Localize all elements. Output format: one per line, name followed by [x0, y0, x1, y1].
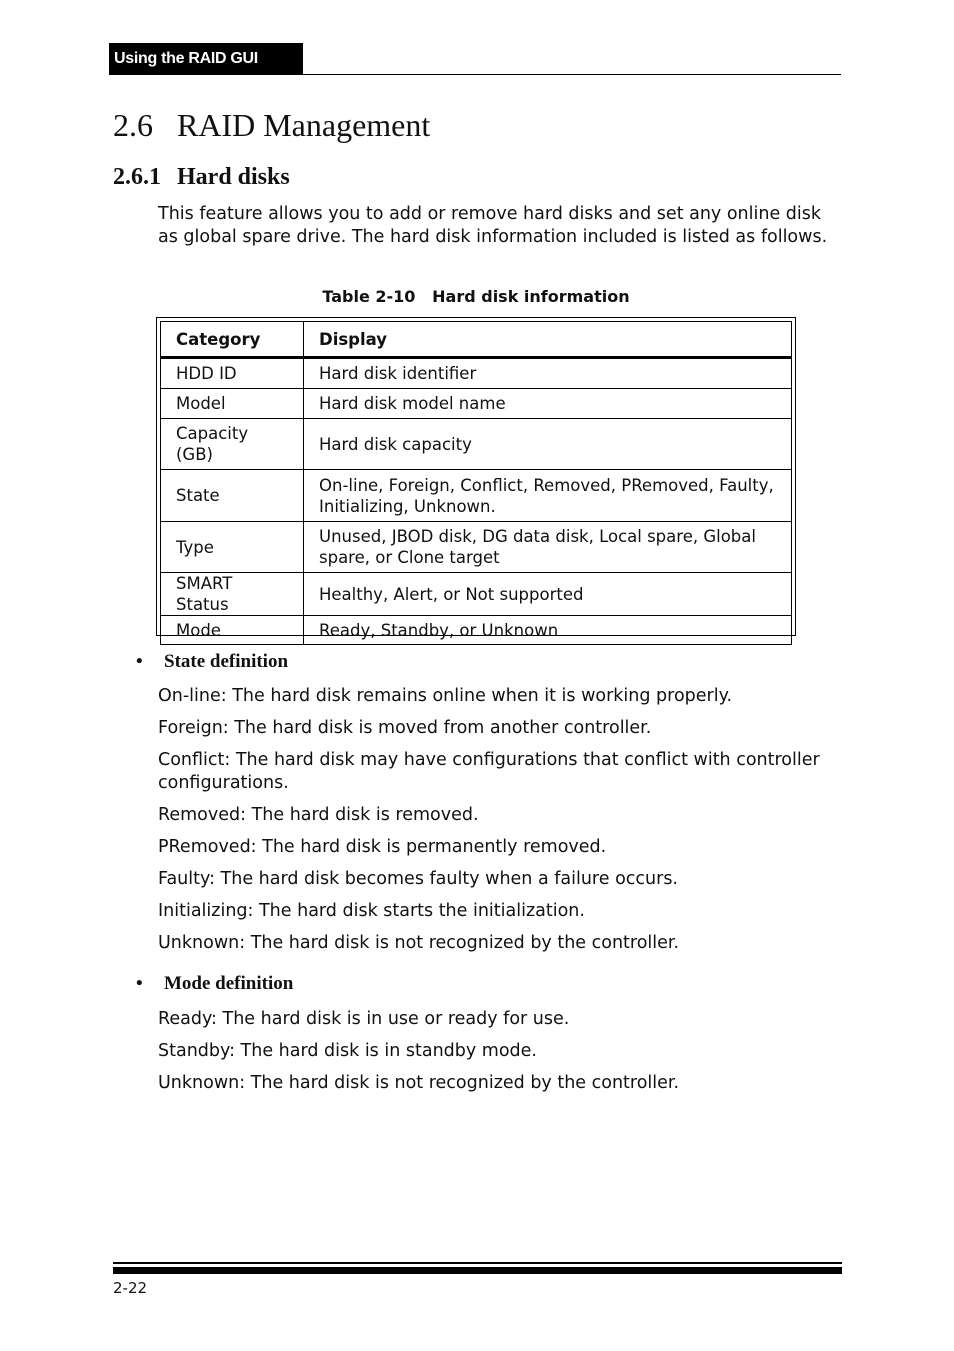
mode-definition-title: Mode definition: [164, 973, 294, 994]
category-cell: State: [161, 470, 304, 522]
category-cell: SMART Status: [161, 573, 304, 616]
section-number: 2.6: [113, 107, 153, 143]
state-definition-title: State definition: [164, 651, 289, 672]
table-row: [161, 419, 792, 470]
table-row: [161, 470, 792, 522]
category-cell: Mode: [161, 616, 304, 645]
display-cell: Healthy, Alert, or Not supported: [304, 573, 792, 616]
state-definition-heading: [136, 650, 288, 674]
list-item: Standby: The hard disk is in standby mode.: [158, 1041, 537, 1061]
state-definition-list: [158, 685, 830, 964]
list-item: Ready: The hard disk is in use or ready for use.: [158, 1009, 570, 1029]
category-cell: Capacity (GB): [161, 419, 304, 470]
header-display: Display: [304, 322, 792, 358]
table-row: [161, 389, 792, 419]
list-item: PRemoved: The hard disk is permanently removed.: [158, 836, 607, 857]
display-cell: Unused, JBOD disk, DG data disk, Local spare, Global spare, or Clone target: [304, 522, 792, 573]
list-item: Unknown: The hard disk is not recognized by the controller.: [158, 1073, 680, 1093]
bullet-icon: •: [136, 651, 143, 672]
chapter-header-tab: Using the RAID GUI: [109, 43, 303, 75]
list-item: Removed: The hard disk is removed.: [158, 804, 479, 825]
bullet-icon: •: [136, 973, 143, 994]
display-cell: Hard disk identifier: [304, 358, 792, 389]
subsection-number: 2.6.1: [113, 164, 161, 190]
list-item: Conflict: The hard disk may have configurations that conflict with controller configurations.: [158, 750, 820, 793]
display-cell: Ready, Standby, or Unknown: [304, 616, 792, 645]
table-row: [161, 522, 792, 573]
table-caption: Table 2-10 Hard disk information: [322, 287, 630, 306]
display-cell: On-line, Foreign, Conflict, Removed, PRemoved, Faulty, Initializing, Unknown.: [304, 470, 792, 522]
intro-paragraph: This feature allows you to add or remove hard disks and set any online disk as global spare drive. The hard disk information included is listed as follows.: [158, 204, 828, 247]
mode-definition-heading: [136, 972, 293, 996]
table-row: [161, 358, 792, 389]
display-cell: Hard disk capacity: [304, 419, 792, 470]
footer-rule-thin: [113, 1262, 842, 1264]
category-cell: HDD ID: [161, 358, 304, 389]
table-row: [161, 573, 792, 616]
table-header-row: [161, 322, 792, 358]
footer-rule-thick: [113, 1267, 842, 1274]
list-item: Faulty: The hard disk becomes faulty when a failure occurs.: [158, 868, 678, 889]
subsection-title: [113, 160, 290, 194]
header-rule: [303, 74, 841, 75]
category-cell: Type: [161, 522, 304, 573]
subsection-title-text: Hard disks: [177, 164, 290, 190]
hard-disk-info-table: [156, 317, 796, 640]
list-item: Foreign: The hard disk is moved from another controller.: [158, 718, 652, 738]
display-cell: Hard disk model name: [304, 389, 792, 419]
category-cell: Model: [161, 389, 304, 419]
page-number: 2-22: [113, 1279, 148, 1297]
list-item: On-line: The hard disk remains online when it is working properly.: [158, 686, 733, 706]
section-title-text: RAID Management: [177, 107, 431, 143]
list-item: Initializing: The hard disk starts the initialization.: [158, 900, 585, 921]
table-row: [161, 616, 792, 645]
table-grid: [160, 321, 792, 645]
mode-definition-list: [158, 1008, 830, 1104]
section-title: [113, 103, 430, 147]
list-item: Unknown: The hard disk is not recognized by the controller.: [158, 932, 680, 953]
header-category: Category: [161, 322, 304, 358]
